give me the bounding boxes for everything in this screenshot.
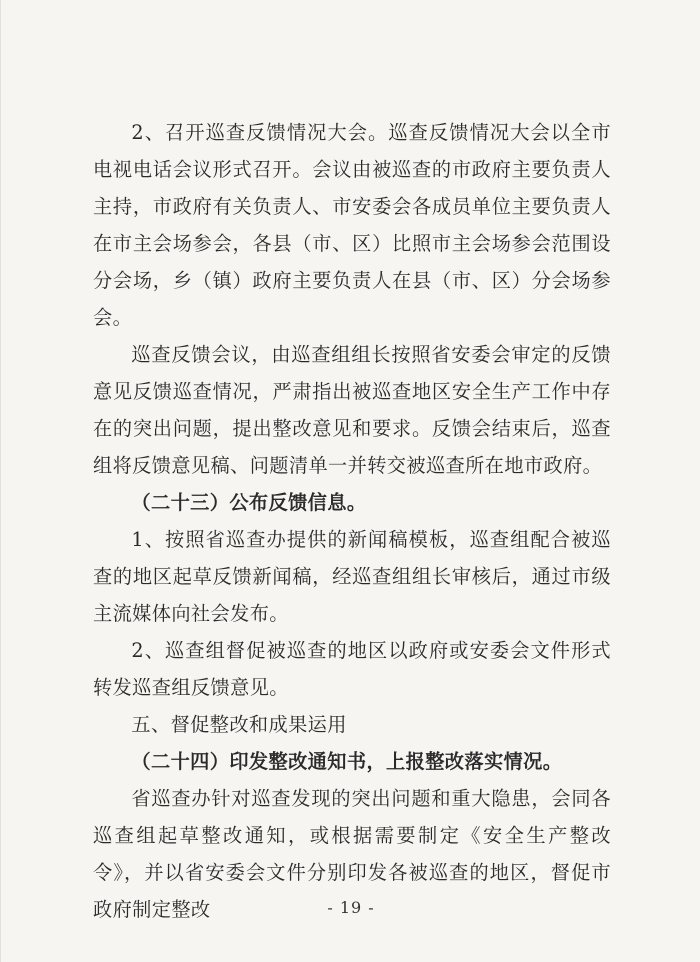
paragraph-feedback-meeting: 2、召开巡查反馈情况大会。巡查反馈情况大会以全市电视电话会议形式召开。会议由被巡查的市政府主要负责人主持，市政府有关负责人、市安委会各成员单位主要负责人在市主会场参会，各县（市、区）比照市主会场参会范围设分会场，乡（镇）政府主要负责人在县（市、区）分会场参会。 <box>93 121 611 329</box>
subheading-rectification-notice: （二十四）印发整改通知书，上报整改落实情况。 <box>131 750 563 773</box>
page-number: - 19 - <box>327 898 375 917</box>
paragraph-rectification-order: 省巡查办针对巡查发现的突出问题和重大隐患，会同各巡查组起草整改通知，或根据需要制定《安全生产整改令》，并以省安委会文件分别印发各被巡查的地区，督促市政府制定整改 <box>93 787 611 921</box>
document-body <box>93 114 611 928</box>
paragraph-feedback-conference: 巡查反馈会议，由巡查组组长按照省安委会审定的反馈意见反馈巡查情况，严肃指出被巡查地区安全生产工作中存在的突出问题，提出整改意见和要求。反馈会结束后，巡查组将反馈意见稿、问题清单一并转交被巡查所在地市政府。 <box>93 343 611 477</box>
paragraph-news-release: 1、按照省巡查办提供的新闻稿模板，巡查组配合被巡查的地区起草反馈新闻稿，经巡查组组长审核后，通过市级主流媒体向社会发布。 <box>93 528 611 625</box>
subheading-publish-feedback: （二十三）公布反馈信息。 <box>131 491 367 514</box>
section-heading-rectification: 五、督促整改和成果运用 <box>131 713 347 736</box>
paragraph-forward-opinion: 2、巡查组督促被巡查的地区以政府或安委会文件形式转发巡查组反馈意见。 <box>93 639 611 699</box>
